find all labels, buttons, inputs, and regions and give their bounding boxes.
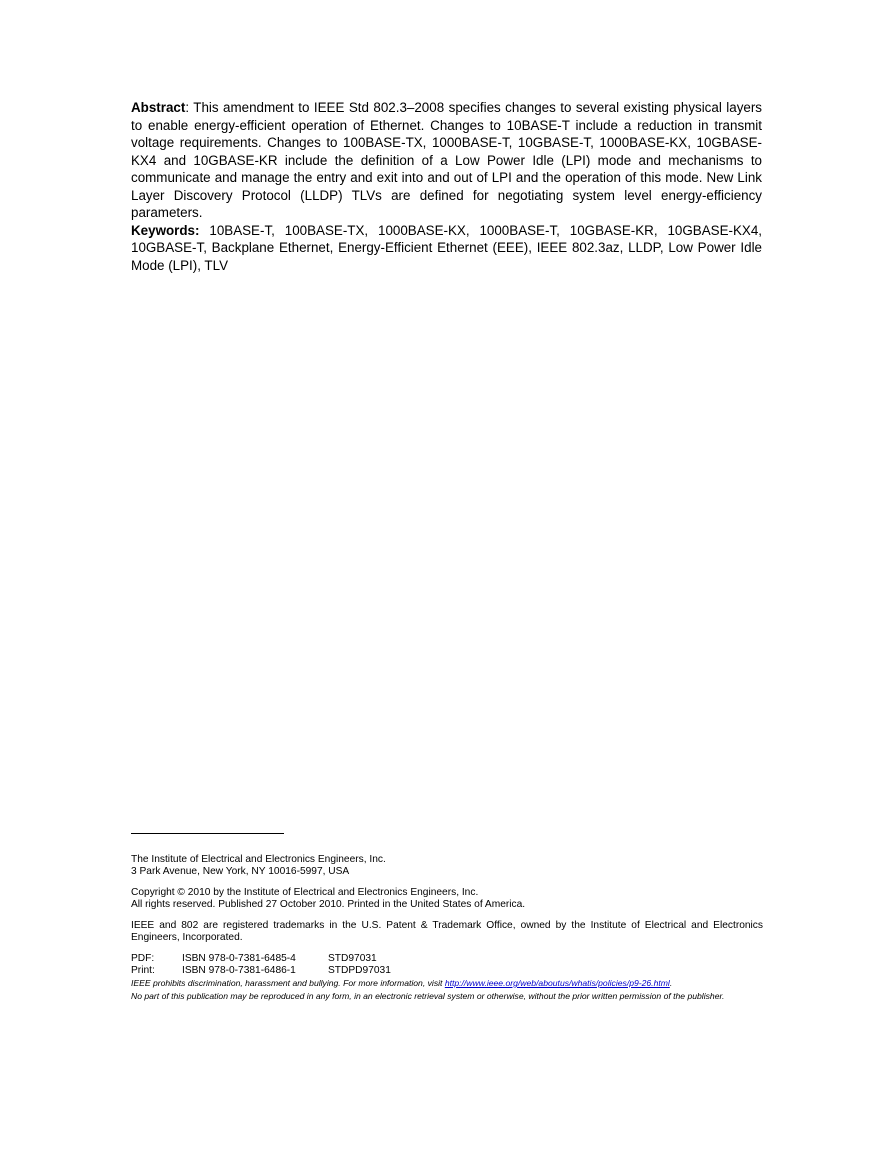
trademark-notice: IEEE and 802 are registered trademarks in the U.S. Patent & Trademark Office, owned by the Institute of Electrical and Electronics Engineers, Incorporated. [131,920,763,943]
legal-prefix: IEEE prohibits discrimination, harassment and bullying. For more information, visit [131,978,445,988]
reproduction-notice: No part of this publication may be reproduced in any form, in an electronic retrieval system or otherwise, without the prior written permission of the publisher. [131,990,725,1001]
copyright-line: Copyright © 2010 by the Institute of Electrical and Electronics Engineers, Inc. [131,887,479,898]
abstract-paragraph [131,99,762,222]
isbn-std: STD97031 [328,953,377,964]
isbn-number: ISBN 978-0-7381-6486-1 [182,965,296,976]
keywords-paragraph [131,222,762,275]
legal-notice [131,977,763,1002]
isbn-row-print [131,965,763,977]
policy-link[interactable]: http://www.ieee.org/web/aboutus/whatis/policies/p9-26.html [444,978,670,988]
keywords-text: 10BASE-T, 100BASE-TX, 1000BASE-KX, 1000BASE-T, 10GBASE-KR, 10GBASE-KX4, 10GBASE-T, Backplane Ethernet, Energy-Efficient Ethernet (EEE), IEEE 802.3az, LLDP, Low Power Idle Mode (LPI), TLV [131,222,762,273]
legal-suffix: . [669,978,673,988]
publisher-name: The Institute of Electrical and Electronics Engineers, Inc. [131,854,386,865]
footnote-divider [131,833,284,834]
abstract-text: : This amendment to IEEE Std 802.3–2008 specifies changes to several existing physical layers to enable energy-efficient operation of Ethernet. Changes to 10BASE-T include a reduction in transmit voltage requirements. Changes to 100BASE-TX, 1000BASE-T, 10GBASE-T, 1000BASE-KX, 10GBASE-KX4 and 10GBASE-KR include the definition of a Low Power Idle (LPI) mode and mechanisms to communicate and manage the entry and exit into and out of LPI and the operation of this mode. New Link Layer Discovery Protocol (LLDP) TLVs are defined for negotiating system level energy-efficiency parameters. [131,100,762,220]
isbn-format: PDF: [131,953,155,964]
isbn-table [131,953,763,977]
publication-info [131,854,763,1002]
rights-line: All rights reserved. Published 27 October 2010. Printed in the United States of America. [131,899,526,910]
isbn-std: STDPD97031 [328,965,391,976]
isbn-number: ISBN 978-0-7381-6485-4 [182,953,296,964]
publisher-address: 3 Park Avenue, New York, NY 10016-5997, USA [131,866,350,877]
keywords-label: Keywords: [131,222,200,238]
abstract-section [131,99,762,274]
isbn-format: Print: [131,965,155,976]
abstract-label: Abstract [131,100,186,115]
isbn-row-pdf [131,953,763,965]
